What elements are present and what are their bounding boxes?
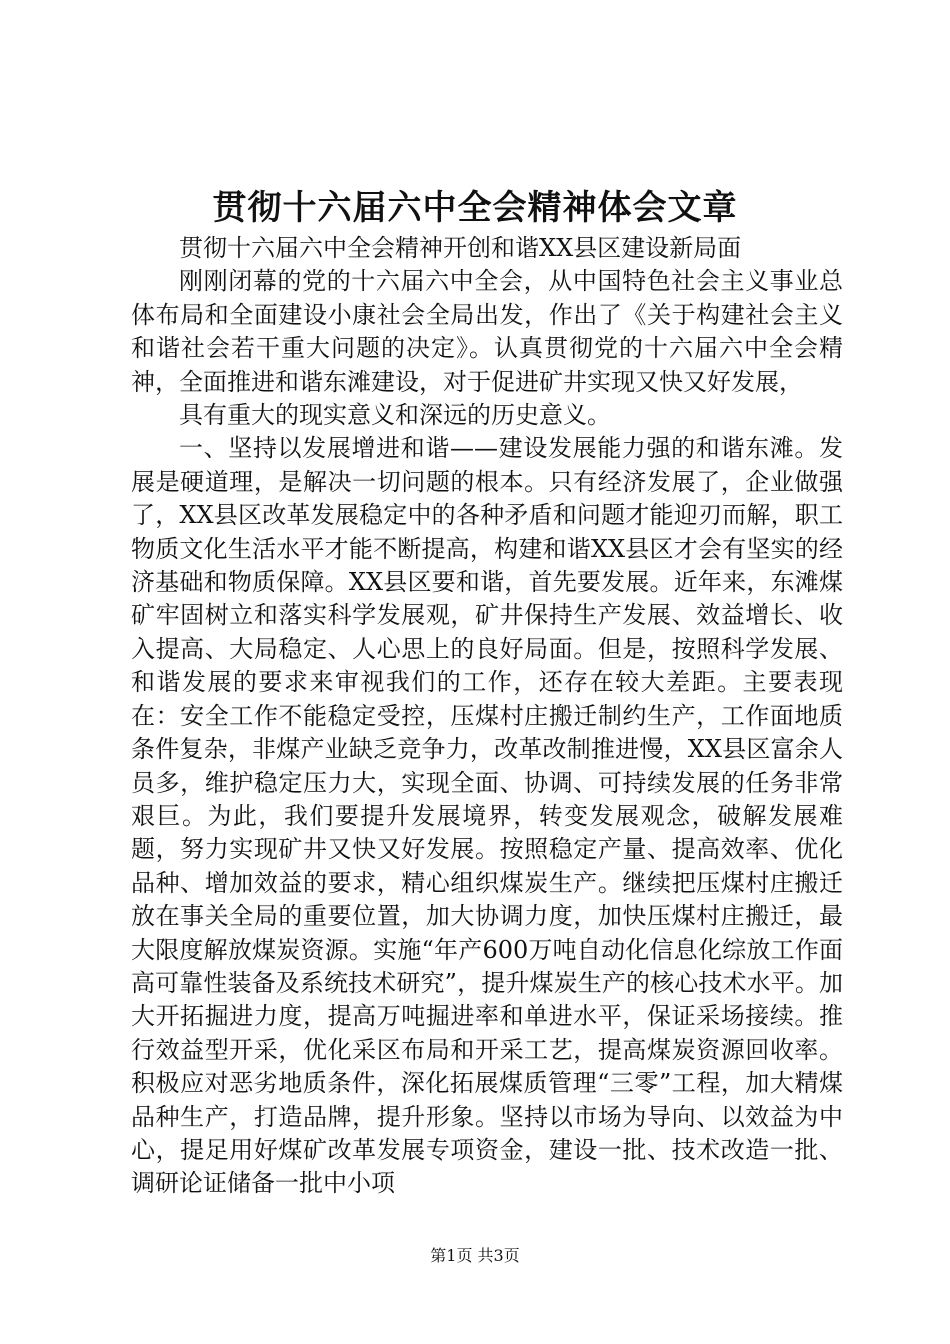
page-number: 第1页 共3页 [430,1246,520,1265]
subtitle-paragraph: 贯彻十六届六中全会精神开创和谐XX县区建设新局面 [179,234,742,262]
body-paragraph: 一、坚持以发展增进和谐——建设发展能力强的和谐东滩。发展是硬道理，是解决一切问题的根本。只有经济发展了，企业做强了，XX县区改革发展稳定中的各种矛盾和问题才能迎刃而解，职工物质文化生活水平才能不断提高，构建和谐XX县区才会有坚实的经济基础和物质保障。XX县区要和谐，首先要发展。近年来，东滩煤矿牢固树立和落实科学发展观，矿井保持生产发展、效益增长、收入提高、大局稳定、人心思上的良好局面。但是，按照科学发展、和谐发展的要求来审视我们的工作，还存在较大差距。主要表现在：安全工作不能稳定受控，压煤村庄搬迁制约生产，工作面地质条件复杂，非煤产业缺乏竞争力，改革改制推进慢，XX县区富余人员多，维护稳定压力大，实现全面、协调、可持续发展的任务非常艰巨。为此，我们要提升发展境界，转变发展观念，破解发展难题，努力实现矿井又快又好发展。按照稳定产量、提高效率、优化品种、增加效益的要求，精心组织煤炭生产。继续把压煤村庄搬迁放在事关全局的重要位置，加大协调力度，加快压煤村庄搬迁，最大限度解放煤炭资源。实施“年产600万吨自动化信息化综放工作面高可靠性装备及系统技术研究”，提升煤炭生产的核心技术水平。加大开拓掘进力度，提高万吨掘进率和单进水平，保证采场接续。推行效益型开采，优化采区布局和开采工艺，提高煤炭资源回收率。积极应对恶劣地质条件，深化拓展煤质管理“三零”工程，加大精煤品种生产，打造品牌，提升形象。坚持以市场为导向、以效益为中心，提足用好煤矿改革发展专项资金，建设一批、技术改造一批、调研论证储备一批中小项 [131,434,843,1198]
document-title: 贯彻十六届六中全会精神体会文章 [212,188,738,228]
body-paragraph: 刚刚闭幕的党的十六届六中全会，从中国特色社会主义事业总体布局和全面建设小康社会全局出发，作出了《关于构建社会主义和谐社会若干重大问题的决定》。认真贯彻党的十六届六中全会精神，全面推进和谐东滩建设，对于促进矿井实现又快又好发展， [131,267,843,396]
body-paragraph: 具有重大的现实意义和深远的历史意义。 [179,401,611,430]
document-body [131,232,843,1201]
